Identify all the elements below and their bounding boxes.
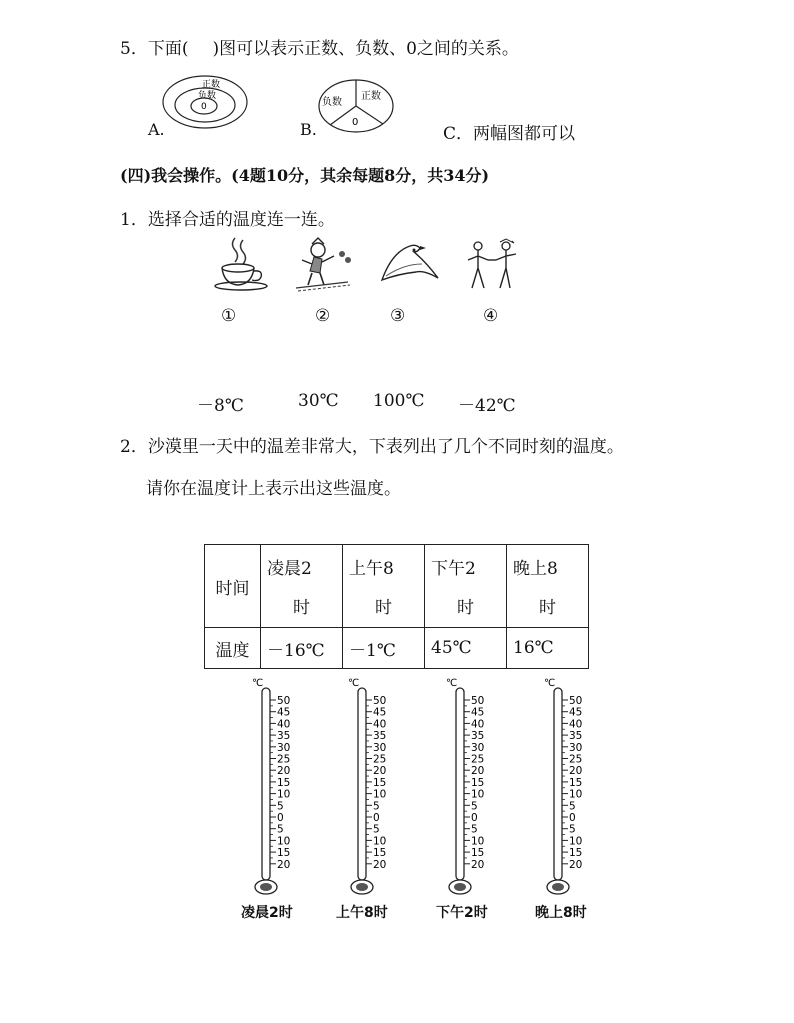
- thermometer-tick-label: 25: [373, 753, 387, 766]
- q5-suffix: )图可以表示正数、负数、0之间的关系。: [212, 39, 519, 59]
- thermometer-unit: ℃: [348, 678, 360, 689]
- thermometer-unit: ℃: [544, 678, 556, 689]
- thermometer-tick-label: 10: [569, 835, 583, 848]
- thermometer-tick-label: 45: [569, 706, 583, 719]
- thermometer-label-2: 上午8时: [336, 905, 388, 921]
- thermometer-tube: [358, 688, 366, 880]
- thermometer-tick-label: 15: [471, 776, 485, 789]
- diagram-a-outer-label: 正数: [202, 80, 221, 90]
- table-cell-time-1: 凌晨2 时: [261, 545, 343, 628]
- thermometer-tick-label: 15: [569, 776, 583, 789]
- thermometer-tick-label: 30: [471, 741, 485, 754]
- thermometer-tick-label: 5: [471, 800, 478, 813]
- thermometer-tube: [262, 688, 270, 880]
- thermometer-bulb-inner: [260, 883, 272, 891]
- thermometer-tick-label: 5: [373, 800, 380, 813]
- table-header-time: 时间: [205, 545, 261, 628]
- thermometer-tick-label: 45: [277, 706, 291, 719]
- picture-number-2: ②: [315, 306, 331, 326]
- thermometer-tick-label: 35: [373, 730, 387, 743]
- thermometer-tick-label: 35: [471, 730, 485, 743]
- thermometer-tick-label: 45: [471, 706, 485, 719]
- thermometer-tick-label: 20: [373, 765, 387, 778]
- temperature-option-2: 30℃: [298, 391, 339, 411]
- q2-question-line2: 请你在温度计上表示出这些温度。: [146, 479, 401, 499]
- table-cell-temp-1: －16℃: [261, 628, 343, 669]
- thermometer-tick-label: 50: [373, 695, 387, 707]
- thermometer-tick-label: 10: [569, 788, 583, 801]
- thermometer-label-3: 下午2时: [436, 905, 488, 921]
- thermometer-tick-label: 50: [569, 695, 583, 707]
- thermometer-tick-label: 45: [373, 706, 387, 719]
- table-cell-time-2: 上午8 时: [343, 545, 425, 628]
- option-b-label: B.: [300, 120, 317, 139]
- thermometer-4: [544, 678, 582, 894]
- thermometer-tick-label: 10: [277, 788, 291, 801]
- thermometer-tick-label: 30: [277, 741, 291, 754]
- table-cell-temp-2: －1℃: [343, 628, 425, 669]
- table-cell-temp-3: 45℃: [425, 628, 507, 669]
- q5-prefix: 5．下面(: [120, 39, 189, 59]
- thermometer-tick-label: 25: [569, 753, 583, 766]
- thermometer-tick-label: 10: [373, 788, 387, 801]
- thermometer-tick-label: 20: [569, 858, 583, 871]
- temperature-option-4: －42℃: [458, 396, 516, 416]
- thermometer-tick-label: 5: [471, 823, 478, 836]
- thermometer-tick-label: 50: [277, 695, 291, 707]
- thermometer-label-1: 凌晨2时: [241, 905, 293, 921]
- thermometer-tick-label: 20: [277, 858, 291, 871]
- thermometer-tick-label: 35: [569, 730, 583, 743]
- thermometer-2: [348, 678, 386, 894]
- thermometer-tick-label: 5: [569, 823, 576, 836]
- picture-number-1: ①: [221, 306, 237, 326]
- thermometer-unit: ℃: [446, 678, 458, 689]
- thermometer-tick-label: 25: [277, 753, 291, 766]
- thermometer-tick-label: 5: [277, 800, 284, 813]
- thermometer-bulb-inner: [552, 883, 564, 891]
- thermometer-tick-label: 0: [277, 812, 284, 824]
- thermometer-tick-label: 15: [373, 847, 387, 860]
- picture-number-3: ③: [390, 306, 406, 326]
- thermometer-tube: [456, 688, 464, 880]
- thermometer-3: [446, 678, 484, 894]
- table-header-temperature: 温度: [205, 628, 261, 669]
- thermometer-tick-label: 5: [373, 823, 380, 836]
- thermometer-tick-label: 40: [277, 718, 291, 731]
- thermometer-tick-label: 40: [373, 718, 387, 731]
- thermometer-tick-label: 40: [569, 718, 583, 731]
- diagram-a-middle-label: 负数: [198, 91, 217, 101]
- thermometer-tick-label: 10: [277, 835, 291, 848]
- thermometer-tick-label: 15: [471, 847, 485, 860]
- thermometer-tick-label: 30: [569, 741, 583, 754]
- thermometer-tick-label: 0: [569, 812, 576, 824]
- thermometer-1: [252, 678, 290, 894]
- thermometer-tick-label: 10: [471, 835, 485, 848]
- diagram-b-bottom-label: 0: [352, 117, 359, 128]
- picture-number-4: ④: [483, 306, 499, 326]
- thermometer-tick-label: 20: [569, 765, 583, 778]
- table-cell-time-3: 下午2 时: [425, 545, 507, 628]
- thermometer-tick-label: 0: [471, 812, 478, 824]
- thermometer-tube: [554, 688, 562, 880]
- table-cell-temp-4: 16℃: [507, 628, 589, 669]
- thermometer-tick-label: 0: [373, 812, 380, 824]
- thermometer-tick-label: 20: [471, 765, 485, 778]
- thermometer-tick-label: 10: [471, 788, 485, 801]
- thermometer-unit: ℃: [252, 678, 264, 689]
- thermometer-tick-label: 5: [277, 823, 284, 836]
- thermometer-tick-label: 25: [471, 753, 485, 766]
- option-c-label: C．两幅图都可以: [443, 124, 576, 144]
- thermometer-label-4: 晚上8时: [535, 905, 587, 921]
- thermometer-tick-label: 35: [277, 730, 291, 743]
- thermometer-tick-label: 10: [373, 835, 387, 848]
- thermometer-tick-label: 15: [373, 776, 387, 789]
- thermometer-tick-label: 20: [373, 858, 387, 871]
- thermometer-bulb-inner: [454, 883, 466, 891]
- temperature-option-1: －8℃: [197, 396, 244, 416]
- thermometer-tick-label: 20: [277, 765, 291, 778]
- diagram-b-left-label: 负数: [322, 97, 342, 108]
- thermometer-tick-label: 15: [277, 776, 291, 789]
- thermometer-tick-label: 5: [569, 800, 576, 813]
- temperature-option-3: 100℃: [373, 391, 425, 411]
- thermometer-tick-label: 15: [277, 847, 291, 860]
- diagram-b-right-label: 正数: [361, 91, 381, 102]
- section-heading: (四)我会操作。(4题10分，其余每题8分，共34分): [120, 166, 490, 185]
- option-a-label: A.: [148, 120, 165, 139]
- q1-question: 1．选择合适的温度连一连。: [120, 210, 335, 230]
- table-cell-time-4: 晚上8 时: [507, 545, 589, 628]
- q2-question-line1: 2．沙漠里一天中的温差非常大，下表列出了几个不同时刻的温度。: [120, 437, 624, 457]
- thermometer-tick-label: 30: [373, 741, 387, 754]
- diagram-a-inner-label: 0: [201, 102, 207, 112]
- thermometer-bulb-inner: [356, 883, 368, 891]
- thermometer-tick-label: 40: [471, 718, 485, 731]
- thermometer-tick-label: 20: [471, 858, 485, 871]
- thermometer-tick-label: 15: [569, 847, 583, 860]
- thermometer-tick-label: 50: [471, 695, 485, 707]
